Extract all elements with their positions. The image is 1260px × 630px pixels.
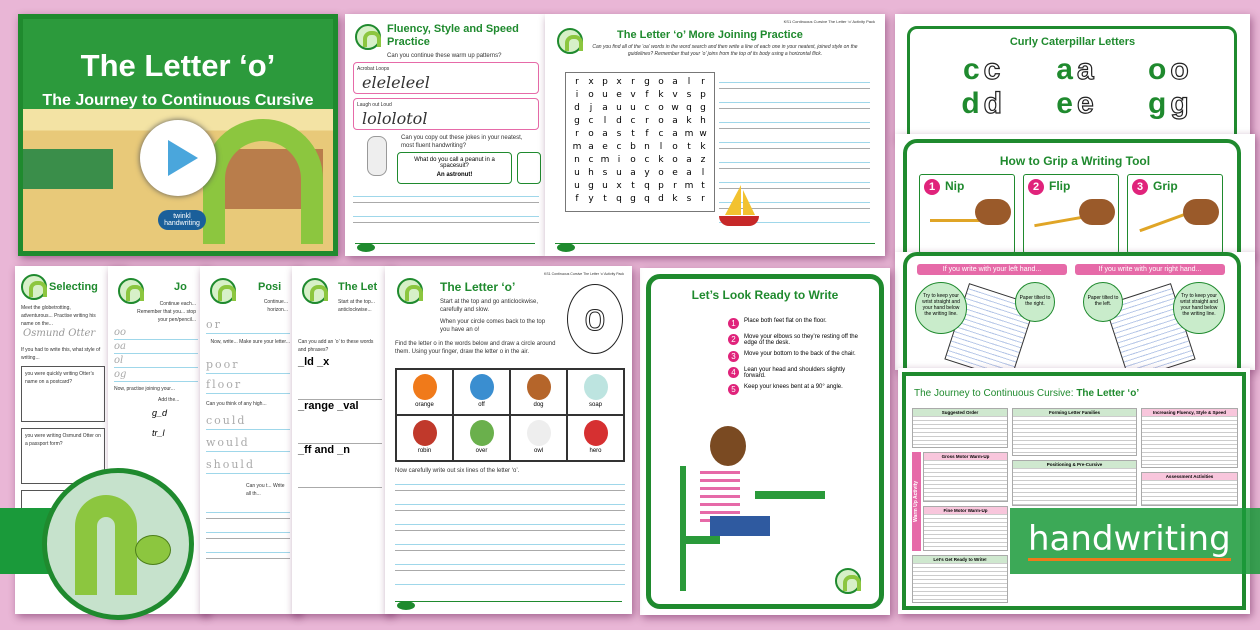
missing-letter-word: tr_l [152, 428, 165, 438]
practice-row: or [206, 316, 290, 334]
grip-step [919, 174, 1015, 254]
handedness-poster[interactable] [895, 252, 1255, 370]
child-at-desk-illustration [670, 426, 820, 596]
step-number: 4 [728, 367, 739, 378]
cover-slide[interactable] [18, 14, 338, 256]
step-number: 5 [728, 384, 739, 395]
pattern-box: Acrobat Loops eleleleel [353, 62, 539, 94]
hand-icon [1079, 199, 1115, 225]
overview-title [914, 388, 1139, 399]
picture-cell[interactable] [567, 369, 624, 415]
twinkl-logo-icon [357, 243, 375, 252]
joke-box [517, 152, 541, 184]
ready-step [728, 367, 868, 379]
handwriting-banner [1010, 508, 1260, 574]
tip-bubble: Try to keep your wrist straight and your hand below the writing line. [915, 282, 967, 334]
word-search-letter[interactable]: l [701, 168, 705, 178]
off-icon [470, 374, 494, 400]
word-search-letter[interactable]: r [645, 116, 649, 126]
word-search-letter[interactable]: s [616, 129, 622, 139]
practice-row: ol [114, 354, 198, 368]
word-search-letter[interactable]: u [602, 181, 608, 191]
outline-letter: d [983, 87, 1002, 120]
word-search-letter[interactable]: v [672, 90, 678, 100]
picture-label: soap [588, 402, 602, 408]
word-search-letter[interactable]: t [603, 194, 607, 204]
caterpillar-logo-icon [557, 28, 583, 54]
writing-lines [206, 506, 290, 566]
word-search-letter[interactable]: u [574, 181, 580, 191]
word-search-letter[interactable]: h [588, 168, 594, 178]
word-search-letter[interactable]: o [658, 77, 664, 87]
filled-letter: c [962, 53, 980, 86]
poster-title: Let’s Look Ready to Write [691, 288, 839, 302]
word-search-letter[interactable]: q [644, 194, 650, 204]
hero-icon [584, 420, 608, 446]
filled-letter: g [1148, 87, 1167, 120]
poster-title: Curly Caterpillar Letters [1009, 36, 1136, 48]
steps-list [728, 318, 868, 400]
letter-pair [935, 54, 1028, 86]
word-search-letter[interactable]: f [645, 129, 649, 139]
word-search-letter[interactable]: p [700, 90, 706, 100]
step-text: Lean your head and shoulders slightly forward. [744, 367, 846, 379]
joining-worksheet[interactable]: Jo Continue each... Remember that you... stop your pen/pencil... oo oa ol og Now, practise joining your... Add the... g_d tr_l [108, 266, 208, 614]
word-search-letter[interactable]: j [589, 103, 593, 113]
practice-row: would [206, 434, 290, 452]
tip-bubble: Paper tilted to the left. [1083, 282, 1123, 322]
step-number: 3 [728, 351, 739, 362]
word-search-letter[interactable]: r [575, 77, 579, 87]
word-search-letter[interactable]: w [699, 129, 707, 139]
picture-label: hero [589, 448, 602, 454]
step-number: 2 [728, 334, 739, 345]
caterpillar-logo-icon [302, 278, 328, 304]
grip-poster[interactable] [895, 134, 1255, 256]
banner-text: handwriting [1028, 519, 1231, 559]
practice-row: could [206, 412, 290, 430]
section-heading: Forming Letter Families [1013, 409, 1136, 416]
tip-bubble: Paper tilted to the right. [1015, 282, 1055, 322]
word-search-letter[interactable]: m [684, 181, 694, 191]
word-search-letter[interactable]: t [701, 181, 705, 191]
writing-lines [353, 190, 539, 234]
title-part: The Journey to Continuous Cursive: [914, 388, 1077, 399]
word-search-letter[interactable]: r [673, 181, 677, 191]
brand-logo: twinkl handwriting [158, 210, 206, 230]
word-search-letter[interactable]: k [686, 116, 692, 126]
missing-letter-word: g_d [152, 408, 168, 418]
worksheet-title: Jo [174, 281, 187, 293]
step-text: Keep your knees bent at a 90° angle. [744, 384, 843, 390]
word-search-letter[interactable]: c [616, 142, 622, 152]
word-search-letter[interactable]: h [700, 116, 706, 126]
poster-title: How to Grip a Writing Tool [999, 154, 1151, 168]
ready-step [728, 334, 868, 346]
step-number: 1 [924, 179, 940, 195]
word-search-letter[interactable]: o [658, 103, 664, 113]
step-text: Move your elbows so they’re resting off the edge of the desk. [744, 334, 858, 346]
step-label: Flip [1049, 179, 1071, 193]
play-button[interactable] [140, 120, 216, 196]
fluency-worksheet[interactable]: Fluency, Style and Speed Practice Can you continue these warm up patterns? Acrobat Loops eleleleel Laugh out Loud lololotol Can you copy out these jokes in your neatest, most fluent handwriting? What do you call a peanut in a spacesuit? An astronut! [345, 14, 545, 256]
word-search-letter[interactable]: u [602, 90, 608, 100]
mascot-caterpillar-badge [42, 468, 194, 620]
word-search-letter[interactable]: c [630, 116, 636, 126]
word-search-letter[interactable]: a [672, 116, 678, 126]
left-hand-header: If you write with your left hand... [917, 264, 1067, 275]
word-search-letter[interactable]: o [672, 142, 678, 152]
overview-section [1012, 408, 1137, 456]
journey-overview-sheet[interactable] [898, 368, 1250, 614]
filled-letter: o [1148, 53, 1167, 86]
play-icon [168, 140, 198, 176]
picture-label: dog [533, 402, 544, 408]
letter-pair [1028, 88, 1121, 120]
step-number: 2 [1028, 179, 1044, 195]
word-search-letter[interactable]: o [588, 129, 594, 139]
cover-title: The Letter ‘o’ [80, 48, 276, 83]
caterpillar-illustration [203, 119, 323, 244]
word-search-letter[interactable]: e [602, 142, 608, 152]
twinkl-logo-icon [557, 243, 575, 252]
twinkl-logo-icon [397, 601, 415, 610]
word-search-letter[interactable]: d [658, 194, 664, 204]
hand-icon [1183, 199, 1219, 225]
orange-icon [413, 374, 437, 400]
ready-step [728, 318, 868, 329]
word-search-letter[interactable]: a [630, 168, 636, 178]
worksheet-title: Selecting [49, 281, 98, 293]
picture-cell[interactable] [510, 369, 567, 415]
filled-letter: e [1056, 87, 1073, 120]
right-hand-header: If you write with your right hand... [1075, 264, 1225, 275]
section-heading: Fine Motor Warm-Up [924, 507, 1007, 514]
word-search-letter[interactable]: g [588, 181, 594, 191]
word-search-letter[interactable]: z [700, 155, 706, 165]
word-search-letter[interactable]: g [630, 194, 636, 204]
word-search-letter[interactable]: c [658, 129, 664, 139]
word-search-letter[interactable]: m [572, 142, 582, 152]
step-label: Grip [1153, 179, 1178, 193]
overview-section [923, 506, 1008, 551]
filled-letter: a [1056, 53, 1073, 86]
word-search-letter[interactable]: r [631, 77, 635, 87]
word-search-letter[interactable]: o [672, 155, 678, 165]
step-text: Move your bottom to the back of the chair. [744, 351, 856, 357]
word-search-letter[interactable]: t [631, 129, 635, 139]
word-search-letter[interactable]: y [644, 168, 650, 178]
word-search-letter[interactable]: f [645, 90, 649, 100]
word-search-letter[interactable]: q [616, 194, 622, 204]
pattern-box: Laugh out Loud lololotol [353, 98, 539, 130]
caterpillar-icon [75, 495, 137, 595]
caterpillar-logo-icon [835, 568, 861, 594]
step-number: 1 [728, 318, 739, 329]
word-search-letter[interactable]: g [574, 116, 580, 126]
footer-line [395, 601, 622, 602]
letter-add-worksheet[interactable]: The Let Start at the top... anticlockwise... Can you add an ‘o’ to these words and phrases? _ld _x _range _val _ff and _n [292, 266, 392, 614]
caterpillar-logo-icon [21, 274, 47, 300]
section-heading: Increasing Fluency, Style & Speed [1142, 409, 1237, 416]
word-search-letter[interactable]: u [616, 168, 622, 178]
overview-section [923, 452, 1008, 502]
section-heading: Suggested Order [913, 409, 1007, 416]
letter-o-worksheet[interactable]: KS1 Continuous Cursive The Letter ‘o’ Activity Pack The Letter ‘o’ Start at the top and go anticlockwise, carefully and slow. When your circle comes back to the top you have an o! o Find the letter o in the words below and draw a circle around them. Using your finger, draw the letter o in the air. orange off dog soap robin over owl hero Now carefully write out six lines of the letter ‘o’. [385, 266, 632, 614]
word-search-letter[interactable]: i [617, 155, 621, 165]
astronaut-illustration [367, 136, 387, 176]
word-search-letter[interactable]: o [658, 116, 664, 126]
word-search-grid[interactable] [565, 72, 715, 212]
word-search-letter[interactable]: n [574, 155, 580, 165]
outline-letter: o [1170, 53, 1189, 86]
title-part: The Letter ‘o’ [1076, 388, 1140, 399]
word-search-letter[interactable]: e [672, 168, 678, 178]
warm-up-side-label: Warm Up Activity [912, 452, 921, 551]
practice-row: should [206, 456, 290, 474]
letter-pair [1122, 54, 1215, 86]
answer-box: you were writing Osmund Otter on a passport form? [21, 428, 105, 484]
word-search-letter[interactable]: r [701, 77, 705, 87]
word-search-letter[interactable]: m [684, 129, 694, 139]
word-search-letter[interactable]: o [630, 155, 636, 165]
answer-box: you were quickly writing Otter’s name on a postcard? [21, 366, 105, 422]
word-search-letter[interactable]: a [588, 142, 594, 152]
word-search-letter[interactable]: x [616, 181, 622, 191]
joke-box: What do you call a peanut in a spacesuit? An astronut! [397, 152, 512, 184]
word-search-letter[interactable]: s [686, 90, 692, 100]
letter-pair [1028, 54, 1121, 86]
word-search-letter[interactable]: w [671, 103, 679, 113]
word-search-letter[interactable]: x [588, 77, 594, 87]
over-icon [470, 420, 494, 446]
step-number: 3 [1132, 179, 1148, 195]
word-search-letter[interactable]: o [658, 168, 664, 178]
word-search-letter[interactable]: d [574, 103, 580, 113]
curly-caterpillar-poster[interactable] [895, 14, 1250, 139]
word-search-letter[interactable]: k [700, 142, 706, 152]
word-search-letter[interactable]: l [687, 77, 691, 87]
dog-icon [527, 374, 551, 400]
letter-grid [935, 54, 1215, 120]
grip-step [1127, 174, 1223, 254]
sailboat-illustration [717, 180, 761, 226]
robin-icon [413, 420, 437, 446]
word-search-letter[interactable]: c [644, 155, 650, 165]
worksheet-title: Fluency, Style and Speed Practice [387, 23, 519, 48]
letter-o-trace-circle: o [567, 284, 623, 354]
word-search-letter[interactable]: t [687, 142, 691, 152]
word-search-letter[interactable]: g [700, 103, 706, 113]
practice-row: _range _val [298, 400, 382, 444]
letter-pair [935, 88, 1028, 120]
worksheet-title: The Letter ‘o’ More Joining Practice [617, 29, 803, 41]
name-trace: Osmund Otter [23, 328, 96, 339]
writing-lines [395, 478, 625, 590]
soap-icon [584, 374, 608, 400]
practice-row: poor [206, 356, 290, 374]
word-search-letter[interactable]: k [658, 155, 664, 165]
overview-section [912, 555, 1008, 603]
practice-row: _ld _x [298, 356, 382, 400]
joining-practice-worksheet[interactable]: KS1 Continuous Cursive The Letter ‘o’ Activity Pack The Letter ‘o’ More Joining Practice Can you find all of the ‘oa’ words in the word search and then write a line of each one in your neatest, joined style on the guidelines? Remember that your ‘o’ joins from the top of its body using a horizontal flick. r x p x r g o a l r i o u e v f k v s p d j a u u c o w q g g c l d c r o a k h r o a s t f c a m w m a e c b n l o t k n c m i o c k o a z u h s u a y o e a l u g u x t q p r m t f y t q g q d k s r [545, 14, 885, 256]
word-search-letter[interactable]: d [616, 116, 622, 126]
practice-row: og [114, 368, 198, 382]
word-search-letter[interactable]: e [616, 90, 622, 100]
picture-cell[interactable] [453, 369, 510, 415]
selecting-style-worksheet[interactable]: Selecting Meet the globetrotting, adventurous... Practise writing his name on the... Osmund Otter If you had to write this, what style of writing... you were quickly writing Otter’s name on a postcard? you were writing Osmund Otter on a passport form? [15, 266, 125, 614]
picture-cell[interactable] [567, 415, 624, 461]
word-search-letter[interactable]: r [701, 194, 705, 204]
picture-grid [395, 368, 625, 462]
picture-label: orange [415, 402, 434, 408]
word-search-letter[interactable]: a [686, 168, 692, 178]
outline-letter: c [983, 53, 1001, 86]
word-search-letter[interactable]: o [588, 90, 594, 100]
section-heading: Let’s Get Ready to Write! [913, 556, 1007, 563]
letter-pair [1122, 88, 1215, 120]
step-label: Nip [945, 179, 965, 193]
footer-line [355, 243, 535, 244]
caterpillar-logo-icon [355, 24, 381, 50]
positioning-worksheet[interactable]: Posi Continue... horizon... or Now, write... Make sure your letter... poor floor Can you think of any high... could would should Can you t... Write all th... [200, 266, 300, 614]
worksheet-title: The Let [338, 281, 378, 293]
word-search-letter[interactable]: q [644, 181, 650, 191]
caterpillar-logo-icon [210, 278, 236, 304]
word-search-letter[interactable]: n [644, 142, 650, 152]
caterpillar-logo-icon [397, 278, 423, 304]
word-search-letter[interactable]: a [672, 129, 678, 139]
word-search-letter[interactable]: u [630, 103, 636, 113]
picture-label: owl [533, 448, 543, 454]
word-search-letter[interactable]: r [575, 129, 579, 139]
ready-to-write-poster[interactable] [640, 268, 890, 615]
owl-icon [527, 420, 551, 446]
practice-row: floor [206, 376, 290, 394]
word-search-letter[interactable]: c [588, 155, 594, 165]
word-search-letter[interactable]: y [588, 194, 594, 204]
word-search-letter[interactable]: u [574, 168, 580, 178]
overview-section [1141, 472, 1238, 506]
hand-icon [975, 199, 1011, 225]
outline-letter: e [1076, 87, 1094, 120]
word-search-letter[interactable]: v [630, 90, 636, 100]
section-heading: Gross Motor Warm-Up [924, 453, 1007, 460]
overview-section [912, 408, 1008, 448]
word-search-letter[interactable]: s [602, 168, 608, 178]
word-search-letter[interactable]: t [631, 181, 635, 191]
word-search-letter[interactable]: s [686, 194, 692, 204]
picture-label: off [478, 402, 485, 408]
word-search-letter[interactable]: m [600, 155, 610, 165]
practice-row: _ff and _n [298, 444, 382, 488]
outline-letter: g [1170, 87, 1189, 120]
picture-label: over [475, 448, 488, 454]
word-search-letter[interactable]: b [630, 142, 636, 152]
ready-step [728, 384, 868, 395]
word-search-letter[interactable]: p [658, 181, 664, 191]
overview-section [1141, 408, 1238, 468]
word-search-letter[interactable]: a [602, 103, 608, 113]
word-search-letter[interactable]: k [658, 90, 664, 100]
practice-row: oo [114, 326, 198, 340]
word-search-letter[interactable]: q [686, 103, 692, 113]
picture-cell[interactable] [396, 415, 453, 461]
word-search-letter[interactable]: u [616, 103, 622, 113]
word-search-letter[interactable]: c [588, 116, 594, 126]
word-search-letter[interactable]: i [575, 90, 579, 100]
filled-letter: d [961, 87, 980, 120]
section-heading: Positioning & Pre-Cursive [1013, 461, 1136, 468]
ready-step [728, 351, 868, 362]
word-search-letter[interactable]: a [602, 129, 608, 139]
worksheet-title: Posi [258, 281, 282, 293]
picture-cell[interactable] [453, 415, 510, 461]
word-search-letter[interactable]: a [686, 155, 692, 165]
picture-label: robin [417, 448, 432, 454]
word-search-letter[interactable]: l [603, 116, 607, 126]
step-text: Place both feet flat on the floor. [744, 318, 827, 324]
practice-row: oa [114, 340, 198, 354]
word-search-letter[interactable]: p [602, 77, 608, 87]
overview-section [1012, 460, 1137, 506]
footer-line [555, 243, 875, 244]
word-search-letter[interactable]: k [672, 194, 678, 204]
word-search-letter[interactable]: a [672, 77, 678, 87]
tip-bubble: Try to keep your wrist straight and your hand below the writing line. [1173, 282, 1225, 334]
word-search-letter[interactable]: c [644, 103, 650, 113]
word-search-letter[interactable]: g [644, 77, 650, 87]
word-search-letter[interactable]: x [616, 77, 622, 87]
outline-letter: a [1076, 53, 1094, 86]
section-heading: Assessment Activities [1142, 473, 1237, 480]
grip-step [1023, 174, 1119, 254]
worksheet-title: The Letter ‘o’ [440, 280, 516, 294]
word-search-letter[interactable]: l [659, 142, 663, 152]
picture-cell[interactable] [396, 369, 453, 415]
word-search-letter[interactable]: f [575, 194, 579, 204]
cover-subtitle: The Journey to Continuous Cursive [42, 92, 314, 109]
picture-cell[interactable] [510, 415, 567, 461]
